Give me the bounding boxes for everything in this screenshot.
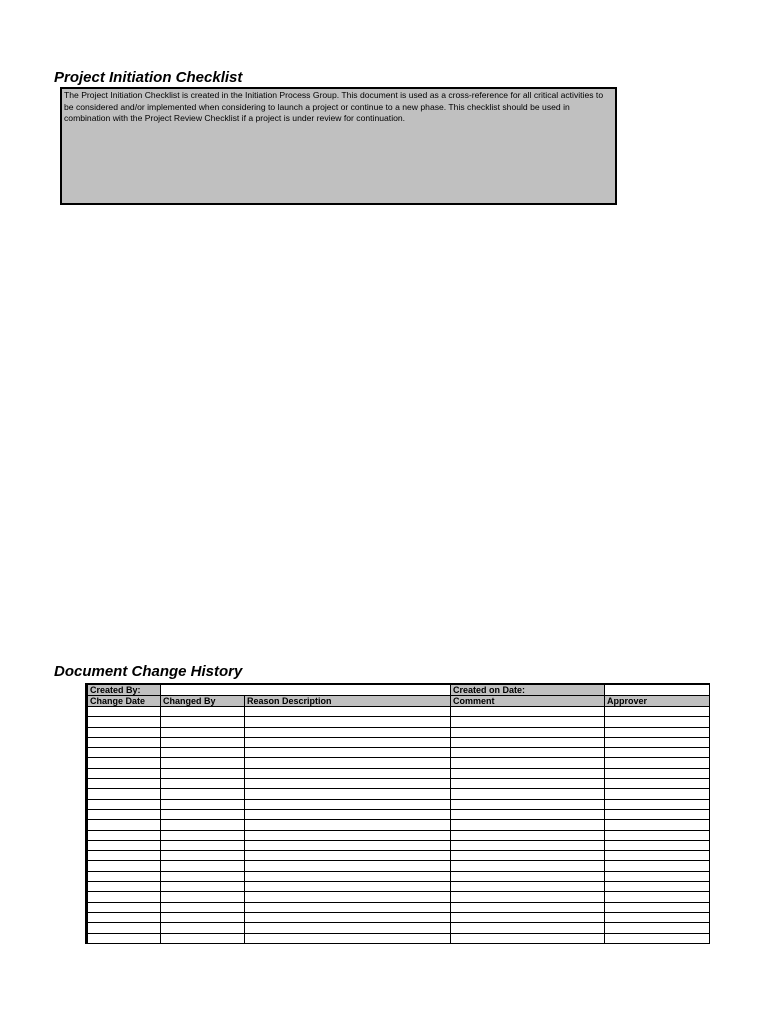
change-date-cell[interactable] xyxy=(87,933,161,943)
approver-cell[interactable] xyxy=(605,717,710,727)
approver-cell[interactable] xyxy=(605,861,710,871)
approver-cell[interactable] xyxy=(605,758,710,768)
table-row xyxy=(87,933,710,943)
changed-by-cell[interactable] xyxy=(161,779,245,789)
comment-cell[interactable] xyxy=(451,809,605,819)
comment-cell[interactable] xyxy=(451,902,605,912)
approver-cell[interactable] xyxy=(605,830,710,840)
changed-by-cell[interactable] xyxy=(161,737,245,747)
reason-description-cell[interactable] xyxy=(245,789,451,799)
column-header-comment: Comment xyxy=(451,696,605,707)
reason-description-cell[interactable] xyxy=(245,892,451,902)
table-row xyxy=(87,840,710,850)
table-row xyxy=(87,902,710,912)
change-date-cell[interactable] xyxy=(87,902,161,912)
comment-cell[interactable] xyxy=(451,758,605,768)
comment-cell[interactable] xyxy=(451,737,605,747)
reason-description-cell[interactable] xyxy=(245,902,451,912)
approver-cell[interactable] xyxy=(605,820,710,830)
changed-by-cell[interactable] xyxy=(161,830,245,840)
change-date-cell[interactable] xyxy=(87,851,161,861)
column-header-row xyxy=(87,696,710,707)
column-header-approver: Approver xyxy=(605,696,710,707)
approver-cell[interactable] xyxy=(605,799,710,809)
reason-description-cell[interactable] xyxy=(245,779,451,789)
comment-cell[interactable] xyxy=(451,820,605,830)
reason-description-cell[interactable] xyxy=(245,799,451,809)
approver-cell[interactable] xyxy=(605,902,710,912)
created-by-value[interactable] xyxy=(161,684,451,696)
change-date-cell[interactable] xyxy=(87,882,161,892)
reason-description-cell[interactable] xyxy=(245,707,451,717)
changed-by-cell[interactable] xyxy=(161,933,245,943)
change-history-table xyxy=(85,683,710,944)
table-row xyxy=(87,768,710,778)
change-date-cell[interactable] xyxy=(87,758,161,768)
approver-cell[interactable] xyxy=(605,768,710,778)
comment-cell[interactable] xyxy=(451,799,605,809)
change-date-cell[interactable] xyxy=(87,727,161,737)
changed-by-cell[interactable] xyxy=(161,851,245,861)
change-date-cell[interactable] xyxy=(87,892,161,902)
approver-cell[interactable] xyxy=(605,933,710,943)
table-row xyxy=(87,882,710,892)
changed-by-cell[interactable] xyxy=(161,871,245,881)
table-row xyxy=(87,779,710,789)
change-date-cell[interactable] xyxy=(87,717,161,727)
comment-cell[interactable] xyxy=(451,933,605,943)
approver-cell[interactable] xyxy=(605,779,710,789)
changed-by-cell[interactable] xyxy=(161,840,245,850)
approver-cell[interactable] xyxy=(605,851,710,861)
comment-cell[interactable] xyxy=(451,912,605,922)
changed-by-cell[interactable] xyxy=(161,789,245,799)
changed-by-cell[interactable] xyxy=(161,820,245,830)
description-box xyxy=(60,87,617,205)
comment-cell[interactable] xyxy=(451,861,605,871)
table-row xyxy=(87,861,710,871)
reason-description-cell[interactable] xyxy=(245,737,451,747)
table-row xyxy=(87,892,710,902)
table-row xyxy=(87,830,710,840)
change-date-cell[interactable] xyxy=(87,768,161,778)
created-on-label: Created on Date: xyxy=(451,684,605,696)
comment-cell[interactable] xyxy=(451,748,605,758)
comment-cell[interactable] xyxy=(451,892,605,902)
column-header-change-date: Change Date xyxy=(87,696,161,707)
table-row xyxy=(87,871,710,881)
change-date-cell[interactable] xyxy=(87,799,161,809)
table-row xyxy=(87,809,710,819)
change-date-cell[interactable] xyxy=(87,820,161,830)
table-row xyxy=(87,707,710,717)
changed-by-cell[interactable] xyxy=(161,768,245,778)
change-history-title: Document Change History xyxy=(54,663,243,680)
change-date-cell[interactable] xyxy=(87,809,161,819)
approver-cell[interactable] xyxy=(605,871,710,881)
created-by-label: Created By: xyxy=(87,684,161,696)
approver-cell[interactable] xyxy=(605,737,710,747)
changed-by-cell[interactable] xyxy=(161,809,245,819)
table-row xyxy=(87,717,710,727)
changed-by-cell[interactable] xyxy=(161,707,245,717)
comment-cell[interactable] xyxy=(451,830,605,840)
comment-cell[interactable] xyxy=(451,840,605,850)
reason-description-cell[interactable] xyxy=(245,933,451,943)
column-header-changed-by: Changed By xyxy=(161,696,245,707)
approver-cell[interactable] xyxy=(605,809,710,819)
comment-cell[interactable] xyxy=(451,779,605,789)
changed-by-cell[interactable] xyxy=(161,758,245,768)
created-on-value[interactable] xyxy=(605,684,710,696)
reason-description-cell[interactable] xyxy=(245,882,451,892)
change-date-cell[interactable] xyxy=(87,840,161,850)
reason-description-cell[interactable] xyxy=(245,768,451,778)
reason-description-cell[interactable] xyxy=(245,912,451,922)
changed-by-cell[interactable] xyxy=(161,748,245,758)
table-row xyxy=(87,789,710,799)
approver-cell[interactable] xyxy=(605,707,710,717)
table-row xyxy=(87,799,710,809)
column-header-reason-description: Reason Description xyxy=(245,696,451,707)
table-row xyxy=(87,923,710,933)
table-row xyxy=(87,820,710,830)
approver-cell[interactable] xyxy=(605,912,710,922)
change-date-cell[interactable] xyxy=(87,748,161,758)
reason-description-cell[interactable] xyxy=(245,727,451,737)
table-row xyxy=(87,737,710,747)
table-row xyxy=(87,748,710,758)
comment-cell[interactable] xyxy=(451,727,605,737)
table-row xyxy=(87,758,710,768)
changed-by-cell[interactable] xyxy=(161,923,245,933)
change-date-cell[interactable] xyxy=(87,830,161,840)
approver-cell[interactable] xyxy=(605,727,710,737)
changed-by-cell[interactable] xyxy=(161,861,245,871)
changed-by-cell[interactable] xyxy=(161,902,245,912)
comment-cell[interactable] xyxy=(451,768,605,778)
changed-by-cell[interactable] xyxy=(161,882,245,892)
changed-by-cell[interactable] xyxy=(161,717,245,727)
change-date-cell[interactable] xyxy=(87,707,161,717)
approver-cell[interactable] xyxy=(605,748,710,758)
comment-cell[interactable] xyxy=(451,789,605,799)
changed-by-cell[interactable] xyxy=(161,799,245,809)
change-date-cell[interactable] xyxy=(87,871,161,881)
change-date-cell[interactable] xyxy=(87,779,161,789)
checklist-title: Project Initiation Checklist xyxy=(54,69,243,86)
table-row xyxy=(87,851,710,861)
table-row xyxy=(87,727,710,737)
approver-cell[interactable] xyxy=(605,923,710,933)
change-date-cell[interactable] xyxy=(87,861,161,871)
change-date-cell[interactable] xyxy=(87,789,161,799)
changed-by-cell[interactable] xyxy=(161,912,245,922)
table-row xyxy=(87,912,710,922)
reason-description-cell[interactable] xyxy=(245,820,451,830)
description-text: The Project Initiation Checklist is created in the Initiation Process Group. This document is used as a cross-reference for all critical activities to be considered and/or implemented when considering to launch a project or continue to a new phase. This checklist should be used in combination with the Project Review Checklist if a project is under review for continuation. xyxy=(64,90,604,123)
reason-description-cell[interactable] xyxy=(245,861,451,871)
comment-cell[interactable] xyxy=(451,717,605,727)
comment-cell[interactable] xyxy=(451,882,605,892)
reason-description-cell[interactable] xyxy=(245,851,451,861)
reason-description-cell[interactable] xyxy=(245,809,451,819)
changed-by-cell[interactable] xyxy=(161,727,245,737)
comment-cell[interactable] xyxy=(451,707,605,717)
reason-description-cell[interactable] xyxy=(245,748,451,758)
reason-description-cell[interactable] xyxy=(245,758,451,768)
change-date-cell[interactable] xyxy=(87,912,161,922)
reason-description-cell[interactable] xyxy=(245,923,451,933)
reason-description-cell[interactable] xyxy=(245,830,451,840)
approver-cell[interactable] xyxy=(605,840,710,850)
approver-cell[interactable] xyxy=(605,789,710,799)
comment-cell[interactable] xyxy=(451,871,605,881)
change-date-cell[interactable] xyxy=(87,923,161,933)
approver-cell[interactable] xyxy=(605,882,710,892)
comment-cell[interactable] xyxy=(451,923,605,933)
comment-cell[interactable] xyxy=(451,851,605,861)
created-row xyxy=(87,684,710,696)
approver-cell[interactable] xyxy=(605,892,710,902)
reason-description-cell[interactable] xyxy=(245,840,451,850)
reason-description-cell[interactable] xyxy=(245,871,451,881)
change-date-cell[interactable] xyxy=(87,737,161,747)
changed-by-cell[interactable] xyxy=(161,892,245,902)
reason-description-cell[interactable] xyxy=(245,717,451,727)
